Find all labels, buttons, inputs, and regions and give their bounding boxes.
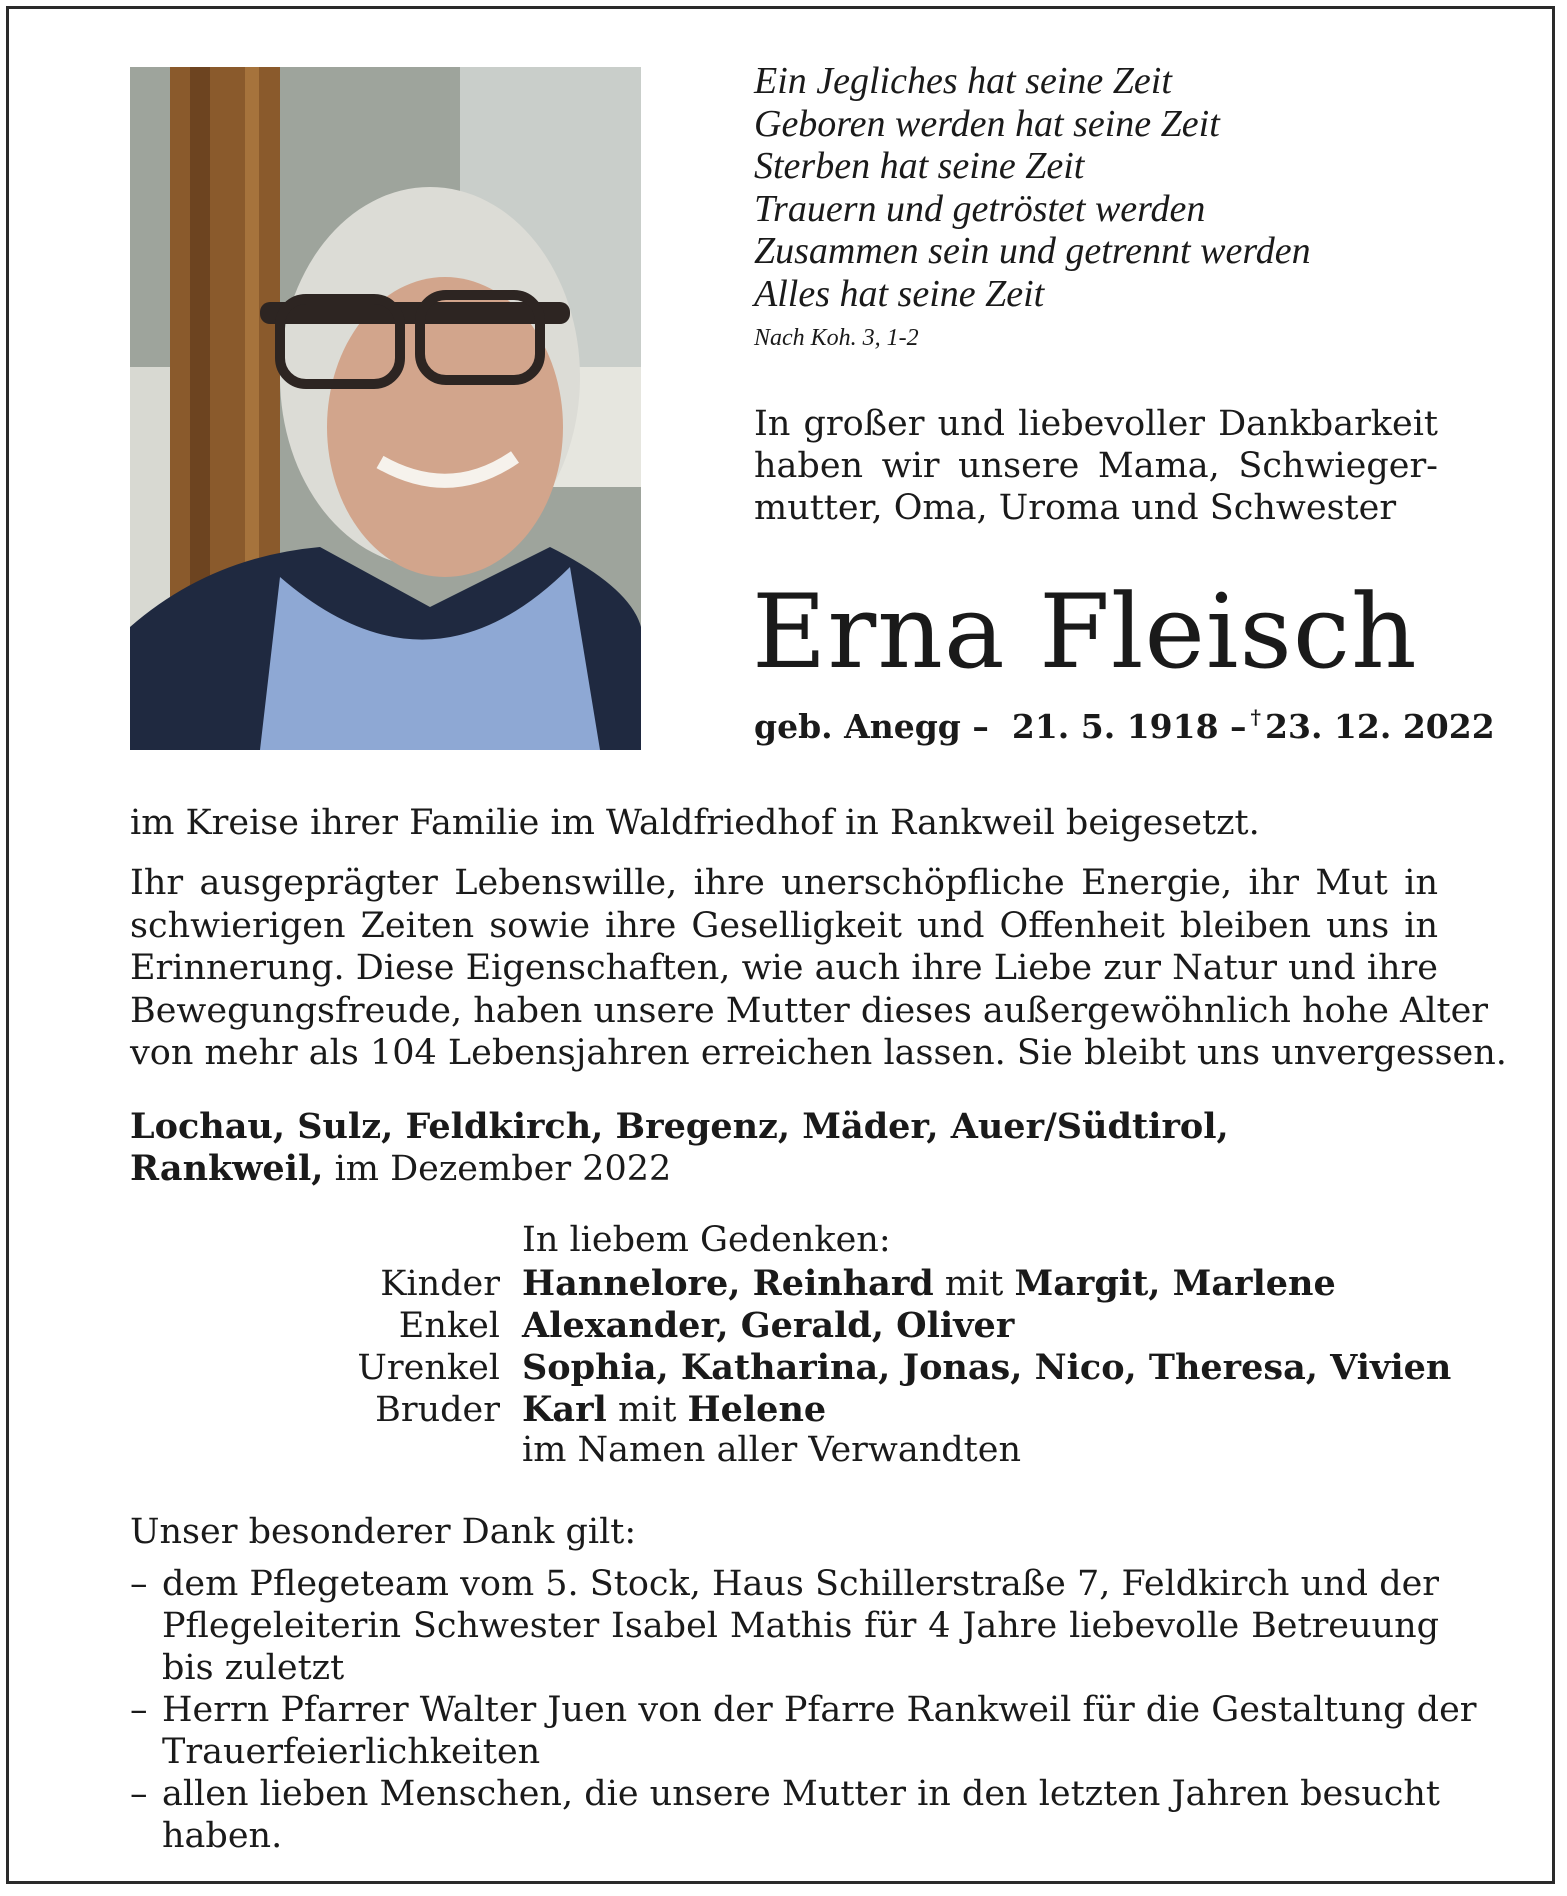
poem <box>754 60 1454 315</box>
family-row-bruder <box>300 1389 1451 1431</box>
list-item-line: Pflegeleiterin Schwester Isabel Mathis für 4 Jahre liebevolle Betreuung <box>162 1606 1440 1646</box>
relation-label: Bruder <box>375 1390 500 1430</box>
dash-bullet: – <box>130 1690 148 1730</box>
thanks-title: Unser besonderer Dank gilt: <box>130 1512 637 1552</box>
list-item <box>130 1773 1438 1857</box>
poem-line: Trauern und getröstet werden <box>754 187 1206 230</box>
list-item-line: Trauerfeierlichkeiten <box>162 1732 541 1772</box>
intro-line: mutter, Oma, Uroma und Schwester <box>754 488 1397 528</box>
tribute-line: Ihr ausgeprägter Lebenswille, ihre unerschöpfliche Energie, ihr Mut in <box>130 863 1438 903</box>
list-item-line: dem Pflegeteam vom 5. Stock, Haus Schillerstraße 7, Feldkirch und der <box>162 1564 1440 1604</box>
connector: mit <box>933 1264 1015 1304</box>
family-row-enkel <box>300 1305 1451 1347</box>
birth-name: geb. Anegg <box>754 707 961 746</box>
birth-date: 21. 5. 1918 <box>1011 707 1219 746</box>
relatives: Helene <box>687 1389 827 1430</box>
relatives: Sophia, Katharina, Jonas, Nico, Theresa, Vivien <box>522 1347 1452 1388</box>
intro-line: In großer und liebevoller Dankbarkeit <box>754 404 1438 444</box>
tribute-line: von mehr als 104 Lebensjahren erreichen lassen. Sie bleibt uns unvergessen. <box>130 1033 1507 1073</box>
list-item-line: allen lieben Menschen, die unsere Mutter in den letzten Jahren besucht <box>162 1774 1440 1814</box>
connector: mit <box>606 1390 688 1430</box>
relatives: Alexander, Gerald, Oliver <box>522 1305 1015 1346</box>
relation-label: Enkel <box>398 1306 500 1346</box>
family-list <box>300 1263 1451 1431</box>
portrait-photo <box>130 67 641 750</box>
places-town: Rankweil, <box>130 1148 324 1189</box>
family-row-urenkel <box>300 1347 1451 1389</box>
poem-line: Ein Jegliches hat seine Zeit <box>754 60 1172 102</box>
places-line: Lochau, Sulz, Feldkirch, Bregenz, Mäder, Auer/Südtirol, <box>130 1106 1229 1147</box>
poem-source: Nach Koh. 3, 1-2 <box>754 325 919 351</box>
poem-line: Sterben hat seine Zeit <box>754 145 1085 187</box>
relation-label: Kinder <box>380 1264 500 1304</box>
list-item-line: bis zuletzt <box>162 1648 345 1688</box>
family-footer: im Namen aller Verwandten <box>522 1430 1021 1470</box>
dash-bullet: – <box>130 1564 148 1604</box>
tribute-line: Bewegungsfreude, haben unsere Mutter dieses außergewöhnlich hohe Alter <box>130 990 1489 1031</box>
list-item-line: haben. <box>162 1816 283 1856</box>
tribute-paragraph <box>130 862 1507 1075</box>
list-item <box>130 1563 1438 1689</box>
cross-icon: † <box>1250 705 1262 729</box>
places-date <box>130 1106 1229 1190</box>
poem-line: Alles hat seine Zeit <box>754 272 1045 315</box>
relatives: Hannelore, Reinhard <box>522 1263 934 1304</box>
relatives: Karl <box>522 1389 607 1430</box>
burial-text: im Kreise ihrer Familie im Waldfriedhof in Rankweil beigesetzt. <box>130 803 1260 843</box>
tribute-line: schwierigen Zeiten sowie ihre Geselligkeit und Offenheit bleiben uns in <box>130 905 1438 946</box>
intro-text <box>754 403 1438 529</box>
death-date: 23. 12. 2022 <box>1265 707 1495 746</box>
relation-label: Urenkel <box>357 1348 500 1388</box>
tribute-line: Erinnerung. Diese Eigenschaften, wie auch ihre Liebe zur Natur und ihre <box>130 948 1438 988</box>
list-item-line: Herrn Pfarrer Walter Juen von der Pfarre Rankweil für die Gestaltung der <box>162 1690 1477 1730</box>
family-row-kinder <box>300 1263 1451 1305</box>
memorial-title: In liebem Gedenken: <box>522 1220 891 1260</box>
intro-line: haben wir unsere Mama, Schwieger- <box>754 446 1438 486</box>
places-date-text: im Dezember 2022 <box>323 1149 672 1189</box>
portrait-illustration <box>130 67 641 750</box>
poem-line: Geboren werden hat seine Zeit <box>754 102 1220 145</box>
thanks-list <box>130 1563 1477 1857</box>
poem-line: Zusammen sein und getrennt werden <box>754 230 1311 272</box>
deceased-name: Erna Fleisch <box>752 573 1418 692</box>
life-dates <box>754 707 1495 746</box>
dash-bullet: – <box>130 1774 148 1814</box>
relatives: Margit, Marlene <box>1014 1263 1336 1304</box>
date-separator: – <box>1230 707 1247 746</box>
list-item <box>130 1689 1477 1773</box>
date-separator: – <box>972 707 989 746</box>
